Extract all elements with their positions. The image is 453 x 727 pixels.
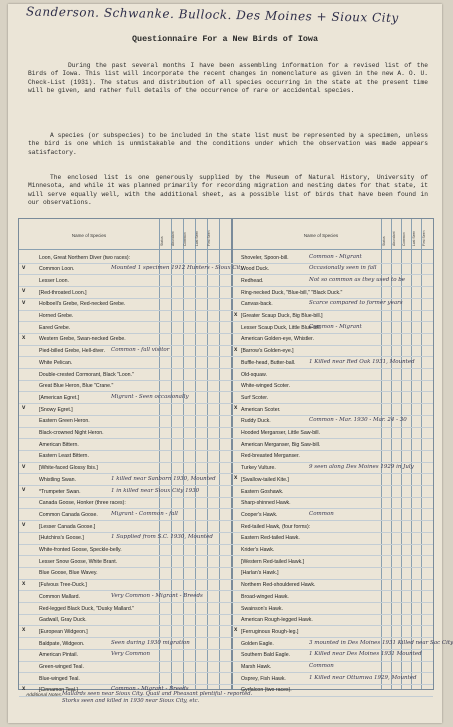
row-rule: [19, 579, 231, 580]
row-rule: [19, 310, 231, 311]
row-rule: [19, 661, 231, 662]
species-name: Eared Grebe.: [39, 324, 71, 331]
row-rule: [231, 403, 433, 404]
row-rule: [19, 637, 231, 638]
row-mark: x: [234, 311, 238, 318]
column-header: Last Seen: [195, 230, 199, 246]
handwritten-note: 3 mounted in Des Moines 1931 Killed near Sac City: [309, 639, 453, 646]
handwritten-note: Common - Mar. 1930 - Mar. 24 - 30: [309, 417, 407, 424]
row-rule: [231, 473, 433, 474]
species-name: Broad-winged Hawk.: [241, 593, 289, 600]
row-rule: [19, 532, 231, 533]
column-header: Status: [160, 236, 164, 246]
row-rule: [231, 602, 433, 603]
species-name: Eastern Least Bittern.: [39, 453, 89, 460]
species-name: Red-breasted Merganser.: [241, 453, 300, 460]
species-name: Wood Duck.: [241, 266, 270, 273]
row-rule: [231, 391, 433, 392]
row-rule: [19, 672, 231, 673]
species-name: [Barrow's Golden-eye.]: [241, 348, 294, 355]
row-mark: v: [22, 405, 26, 412]
species-name: Southern Bald Eagle.: [241, 652, 291, 659]
row-rule: [231, 274, 433, 275]
species-name: [Red-throated Loon.]: [39, 289, 87, 296]
species-name: Cooper's Hawk.: [241, 511, 278, 518]
species-name: Gadwall, Gray Duck.: [39, 617, 87, 624]
species-name: Loon, Great Northern Diver (two races):: [39, 254, 131, 261]
species-name: Krider's Hawk.: [241, 547, 275, 553]
species-name: Turkey Vulture.: [241, 465, 276, 472]
column-header: Common: [402, 232, 406, 246]
species-name: Red-tailed Hawk, (four forms):: [241, 523, 311, 530]
handwritten-note: Common - fall visitor: [111, 347, 170, 354]
row-rule: [231, 544, 433, 545]
row-rule: [19, 380, 231, 381]
species-name: [Snowy Egret.]: [39, 406, 73, 413]
row-rule: [231, 286, 433, 287]
row-rule: [19, 567, 231, 568]
handwritten-note: Not so common as they used to be: [309, 276, 406, 283]
species-name: Golden Eagle.: [241, 640, 274, 647]
column-header: Common: [183, 232, 187, 246]
row-rule: [19, 345, 231, 346]
species-name: [Greater Scaup Duck, Big Blue-bill.]: [241, 313, 323, 319]
column-header: Abundant: [171, 231, 175, 246]
row-rule: [231, 450, 433, 451]
species-name: Black-crowned Night Heron.: [39, 430, 104, 436]
species-name: Green-winged Teal.: [39, 664, 84, 670]
row-mark: x: [234, 346, 238, 353]
species-name: Holboell's Grebe, Red-necked Grebe.: [39, 301, 126, 308]
species-name: Lesser Snow Goose, White Brant.: [39, 558, 118, 565]
row-rule: [231, 380, 433, 381]
species-name: Redhead.: [241, 277, 264, 284]
row-rule: [231, 462, 433, 463]
species-name: Canada Goose, Honker (three races):: [39, 500, 126, 507]
right-species-header: Name of Species: [303, 233, 339, 238]
row-rule: [19, 274, 231, 275]
species-name: Lesser Loon.: [39, 277, 69, 284]
species-name: American Merganser, Big Saw-bill.: [241, 441, 321, 448]
handwritten-note: Common: [309, 663, 334, 669]
row-mark: x: [22, 685, 26, 692]
row-rule: [231, 579, 433, 580]
handwritten-note: Scarce compared to former years: [309, 300, 403, 307]
row-rule: [19, 497, 231, 498]
row-rule: [19, 485, 231, 486]
species-name: [American Egret.]: [39, 394, 80, 401]
handwritten-note: Seen during 1930 migration: [111, 639, 190, 646]
species-name: Common Mallard.: [39, 593, 80, 600]
row-rule: [231, 345, 433, 346]
species-name: Hooded Merganser, Little Saw-bill.: [241, 430, 321, 436]
species-name: Surf Scoter.: [241, 394, 269, 401]
row-rule: [231, 427, 433, 428]
handwritten-header: Sanderson. Schwanke. Bullock. Des Moines + Sioux City: [25, 4, 399, 25]
species-name: Common Loon.: [39, 266, 75, 273]
row-rule: [19, 321, 231, 322]
species-name: Pied-billed Grebe, Hell-diver.: [39, 348, 106, 355]
row-rule: [19, 508, 231, 509]
species-name: Blue Goose, Blue Wavey.: [39, 570, 98, 577]
row-mark: x: [22, 580, 26, 587]
questionnaire-sheet: [8, 4, 453, 723]
row-rule: [231, 625, 433, 626]
species-name: American Bittern.: [39, 441, 79, 448]
row-rule: [19, 684, 231, 685]
row-mark: x: [234, 627, 238, 634]
handwritten-note: 1 killed near Sanborn 1930, Mounted: [111, 475, 216, 482]
row-rule: [19, 520, 231, 521]
species-name: American Golden-eye, Whistler.: [241, 336, 314, 343]
left-species-header: Name of Species: [71, 233, 107, 238]
handwritten-note: 1 Supplied from S.C. 1930, Mounted: [111, 534, 213, 541]
row-mark: x: [234, 475, 238, 482]
species-name: Common Canada Goose.: [39, 511, 98, 518]
species-name: Old-squaw.: [241, 371, 267, 378]
column-header: Last Seen: [412, 230, 416, 246]
intro-paragraph-3: The enclosed list is one generously supplied by the Museum of Natural History, University of Minnesota, and while it was planned primarily for recording migration and nesting dates for that state, it will serve equally well, with the additional sheet, as a possible list of birds that have been found in our observations.: [28, 174, 428, 206]
species-name: Ring-necked Duck, "Blue-bill," "Black Duck.": [241, 289, 343, 296]
handwritten-note: 1 Killed near Red Oak 1931, Mounted: [309, 358, 415, 365]
species-table: [18, 218, 453, 694]
handwritten-note: Migrant - Seen occasionally: [111, 393, 189, 400]
row-rule: [231, 321, 433, 322]
handwritten-note: Very Common - Migrant - Breeds: [111, 592, 203, 599]
species-name: Eastern Red-tailed Hawk.: [241, 535, 300, 542]
row-rule: [19, 415, 231, 416]
row-mark: x: [22, 334, 26, 341]
species-name: Sharp-shinned Hawk.: [241, 500, 291, 507]
species-name: [Fulvous Tree-Duck.]: [39, 582, 87, 589]
row-rule: [19, 462, 231, 463]
species-name: Canvas-back.: [241, 301, 273, 308]
row-rule: [231, 567, 433, 568]
row-rule: [231, 368, 433, 369]
row-rule: [231, 684, 433, 685]
row-rule: [231, 555, 433, 556]
handwritten-note: Common - Migrant: [309, 253, 362, 260]
row-rule: [231, 637, 433, 638]
row-rule: [19, 438, 231, 439]
column-header: First Seen: [422, 230, 426, 246]
row-rule: [231, 485, 433, 486]
handwritten-note: Common: [309, 510, 334, 517]
species-name: [Western Red-tailed Hawk.]: [241, 558, 305, 565]
row-mark: x: [22, 627, 26, 634]
row-mark: v: [22, 264, 26, 271]
handwritten-note: Migrant - Common - fall: [111, 510, 178, 517]
species-name: Great Blue Heron, Blue "Crane.": [39, 383, 114, 390]
row-rule: [19, 356, 231, 357]
column-header: Status: [382, 236, 386, 246]
handwritten-note: 1 in killed near Sioux City 1930: [111, 487, 200, 494]
species-name: American Scoter.: [241, 406, 281, 413]
handwritten-note: Occasionally seen in fall: [309, 265, 377, 272]
species-name: Osprey, Fish Hawk.: [241, 675, 286, 682]
row-rule: [231, 590, 433, 591]
species-name: Shoveler, Spoon-bill.: [241, 254, 289, 261]
species-name: Eastern Green Heron.: [39, 418, 90, 425]
row-rule: [231, 661, 433, 662]
species-name: Lesser Scaup Duck, Little Blue-bill.: [241, 324, 322, 331]
row-rule: [19, 450, 231, 451]
row-rule: [19, 602, 231, 603]
row-rule: [19, 544, 231, 545]
species-name: Gyrfalcon (two races).: [241, 687, 292, 694]
row-rule: [231, 520, 433, 521]
species-name: Whistling Swan.: [39, 476, 76, 483]
row-rule: [231, 649, 433, 650]
species-name: [Harlan's Hawk.]: [241, 570, 279, 577]
species-name: White-fronted Goose, Speckle-belly.: [39, 547, 122, 553]
row-mark: v: [22, 288, 26, 295]
species-name: [Lesser Canada Goose.]: [39, 523, 96, 530]
handwritten-note: 1 Killed near Des Moines 1931 Mounted: [309, 651, 422, 658]
species-name: American Pintail.: [39, 652, 78, 659]
species-name: White-winged Scoter.: [241, 383, 291, 390]
species-name: *Trumpeter Swan.: [39, 488, 81, 495]
page-title: Questionnaire For a New Birds of Iowa: [132, 34, 318, 44]
row-rule: [19, 333, 231, 334]
species-name: [Hutchins's Goose.]: [39, 535, 84, 542]
row-rule: [19, 625, 231, 626]
species-name: [Ferruginous Rough-leg.]: [241, 628, 299, 635]
row-rule: [19, 263, 231, 264]
row-rule: [231, 508, 433, 509]
species-name: Swainson's Hawk.: [241, 605, 283, 612]
species-name: [European Widgeon.]: [39, 628, 88, 635]
row-rule: [19, 555, 231, 556]
intro-paragraph-1: During the past several months I have been assembling information for a revised list of the Birds of Iowa. This list will incorporate the recent changes in nomenclature as given in the new A. O. U. Check-List (1931). The status and distribution of all species occurring in the state at the present time will be given, and rather full details of the occurrence of rare or accidental species.: [28, 62, 428, 94]
species-name: [Cinnamon Teal.]: [39, 687, 78, 694]
handwritten-note: Common - Migrant: [309, 323, 362, 330]
row-rule: [19, 427, 231, 428]
species-name: Northern Red-shouldered Hawk.: [241, 582, 316, 589]
row-rule: [19, 368, 231, 369]
row-rule: [19, 403, 231, 404]
row-rule: [231, 356, 433, 357]
handwritten-note: Common - Migrant - Breeds: [111, 686, 189, 693]
species-name: White Pelican.: [39, 359, 73, 366]
species-name: Blue-winged Teal.: [39, 675, 80, 682]
row-rule: [231, 415, 433, 416]
table-header: [19, 219, 433, 250]
row-rule: [19, 286, 231, 287]
row-mark: x: [234, 405, 238, 412]
species-name: Double-crested Cormorant, Black "Loon.": [39, 371, 134, 378]
row-rule: [231, 263, 433, 264]
species-name: Eastern Goshawk.: [241, 488, 284, 495]
row-rule: [231, 438, 433, 439]
handwritten-note: Mounted 1 specimen 1912 Hunters - Sioux City: [111, 265, 244, 272]
row-mark: v: [22, 463, 26, 470]
row-rule: [231, 497, 433, 498]
species-name: Horned Grebe.: [39, 313, 74, 319]
intro-paragraph-2: A species (or subspecies) to be included in the state list must be represented by a specimen, unless the bird is one which is unmistakable and the conditions under which the observation was made appears satisfactory.: [28, 132, 428, 156]
species-name: Ruddy Duck.: [241, 418, 271, 425]
row-rule: [231, 310, 433, 311]
column-header: Abundant: [392, 231, 396, 246]
species-name: [White-faced Glossy Ibis.]: [39, 465, 98, 472]
row-mark: v: [22, 299, 26, 306]
row-rule: [19, 298, 231, 299]
species-name: Baldpate, Widgeon.: [39, 640, 85, 647]
row-rule: [19, 391, 231, 392]
row-rule: [19, 614, 231, 615]
handwritten-note: 9 seen along Des Moines 1929 in July: [309, 464, 414, 471]
handwritten-note: Very Common: [111, 651, 151, 658]
row-mark: v: [22, 522, 26, 529]
species-name: American Rough-legged Hawk.: [241, 617, 313, 624]
species-name: Buffle-head, Butter-ball.: [241, 359, 296, 366]
species-name: Western Grebe, Swan-necked Grebe.: [39, 336, 126, 343]
species-name: Marsh Hawk.: [241, 664, 272, 670]
additional-notes-text: Mallards seen near Sioux City. Quail and Pheasant plentiful - reported. Storks seen and killed in 1930 near Sioux City, etc.: [62, 691, 253, 704]
row-rule: [231, 672, 433, 673]
row-rule: [19, 590, 231, 591]
row-mark: v: [22, 487, 26, 493]
row-rule: [231, 333, 433, 334]
additional-notes-label: Additional Notes.: [26, 693, 63, 698]
species-name: Red-legged Black Duck, "Dusky Mallard.": [39, 605, 135, 612]
handwritten-note: 1 Killed near Ottumwa 1929, Mounted: [309, 674, 417, 681]
row-rule: [231, 298, 433, 299]
row-rule: [231, 614, 433, 615]
row-rule: [231, 532, 433, 533]
row-rule: [19, 473, 231, 474]
column-header: First Seen: [207, 230, 211, 246]
row-rule: [19, 649, 231, 650]
species-name: [Swallow-tailed Kite.]: [241, 476, 289, 483]
